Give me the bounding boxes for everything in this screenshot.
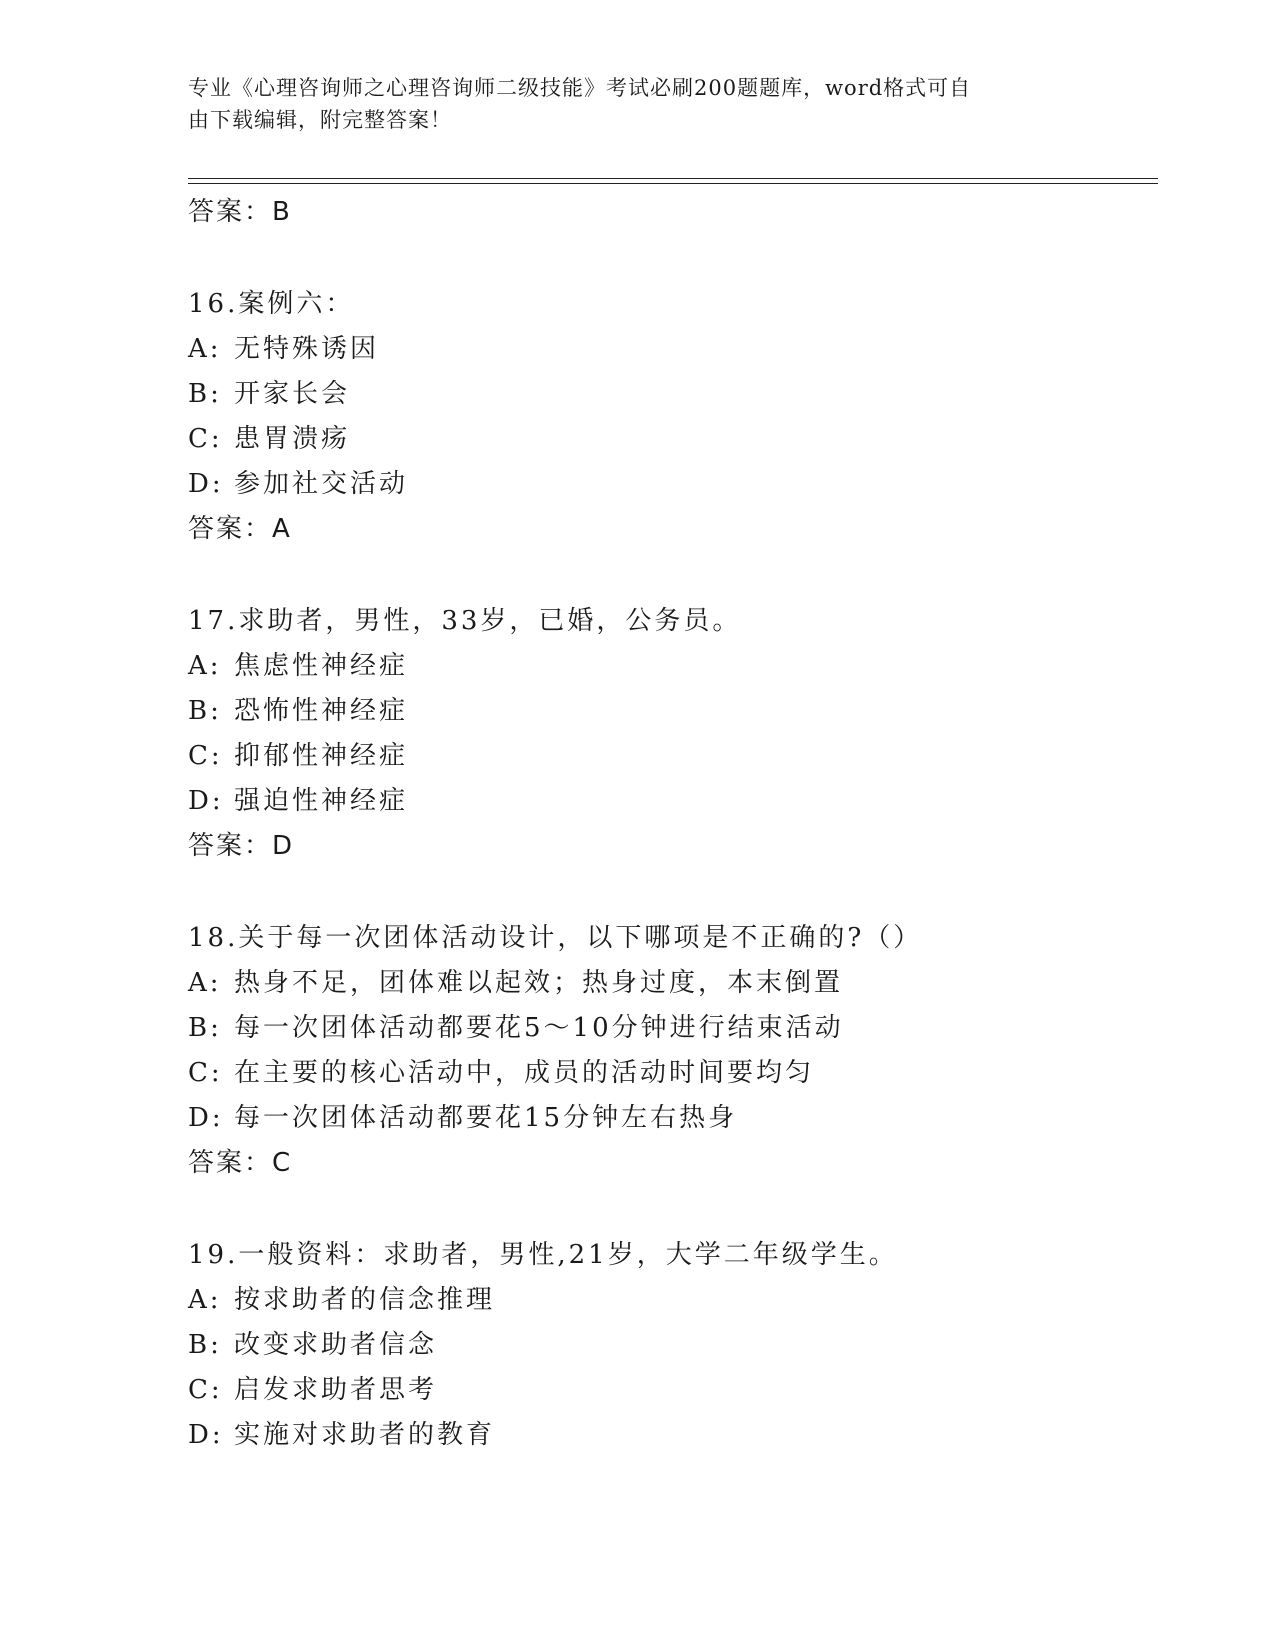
option-letter: A: <box>188 334 222 364</box>
option-letter: B: <box>188 379 222 409</box>
option-text: 在主要的核心活动中，成员的活动时间要均匀 <box>234 1058 815 1088</box>
question-stem: 17.求助者，男性，33岁，已婚，公务员。 <box>188 606 742 636</box>
option-text: 恐怖性神经症 <box>234 696 409 726</box>
option-letter: C: <box>188 741 223 771</box>
option-b <box>188 372 1188 417</box>
option-text: 实施对求助者的教育 <box>234 1420 496 1450</box>
spacer <box>188 235 1188 282</box>
option-c <box>188 417 1188 462</box>
option-letter: B: <box>188 696 222 726</box>
answer-line: 答案：A <box>188 514 292 544</box>
header-divider-top <box>188 178 1158 179</box>
option-letter: B: <box>188 1330 222 1360</box>
option-text: 每一次团体活动都要花5～10分钟进行结束活动 <box>234 1013 844 1043</box>
option-c <box>188 734 1188 779</box>
answer-line: 答案：C <box>188 1148 293 1178</box>
option-text: 改变求助者信念 <box>234 1330 438 1360</box>
option-a <box>188 1278 1188 1323</box>
spacer <box>188 552 1188 599</box>
option-d <box>188 1096 1188 1141</box>
option-letter: B: <box>188 1013 222 1043</box>
question-block <box>188 599 1188 869</box>
option-a <box>188 327 1188 372</box>
option-b <box>188 689 1188 734</box>
header-line-2: 由下载编辑，附完整答案！ <box>188 108 452 132</box>
option-text: 启发求助者思考 <box>234 1375 438 1405</box>
option-text: 热身不足，团体难以起效；热身过度，本末倒置 <box>234 968 844 998</box>
answer-line: 答案：D <box>188 831 295 861</box>
option-text: 焦虑性神经症 <box>234 651 409 681</box>
option-letter: C: <box>188 424 223 454</box>
option-text: 按求助者的信念推理 <box>234 1285 496 1315</box>
option-c <box>188 1051 1188 1096</box>
header-divider-bottom <box>188 183 1158 184</box>
option-text: 强迫性神经症 <box>234 786 409 816</box>
option-d <box>188 1413 1188 1458</box>
question-list <box>188 190 1188 1458</box>
option-b <box>188 1006 1188 1051</box>
option-letter: C: <box>188 1058 223 1088</box>
question-block <box>188 282 1188 552</box>
option-c <box>188 1368 1188 1413</box>
option-letter: D: <box>188 469 224 499</box>
spacer <box>188 1186 1188 1233</box>
question-stem: 18.关于每一次团体活动设计，以下哪项是不正确的?（） <box>188 923 923 953</box>
option-letter: D: <box>188 1103 224 1133</box>
option-text: 参加社交活动 <box>234 469 409 499</box>
option-b <box>188 1323 1188 1368</box>
question-block <box>188 916 1188 1186</box>
document-header <box>188 72 1088 136</box>
question-stem: 16.案例六： <box>188 289 355 319</box>
spacer <box>188 869 1188 916</box>
option-letter: A: <box>188 651 222 681</box>
answer-line: 答案：B <box>188 197 292 227</box>
question-block <box>188 1233 1188 1458</box>
option-text: 患胃溃疡 <box>234 424 351 454</box>
option-text: 每一次团体活动都要花15分钟左右热身 <box>234 1103 738 1133</box>
option-a <box>188 961 1188 1006</box>
option-d <box>188 462 1188 507</box>
option-d <box>188 779 1188 824</box>
option-a <box>188 644 1188 689</box>
option-letter: D: <box>188 1420 224 1450</box>
header-line-1: 专业《心理咨询师之心理咨询师二级技能》考试必刷200题题库，word格式可自 <box>188 76 972 100</box>
option-text: 开家长会 <box>234 379 351 409</box>
option-letter: C: <box>188 1375 223 1405</box>
option-letter: D: <box>188 786 224 816</box>
option-text: 抑郁性神经症 <box>234 741 409 771</box>
option-text: 无特殊诱因 <box>234 334 380 364</box>
option-letter: A: <box>188 1285 222 1315</box>
option-letter: A: <box>188 968 222 998</box>
question-stem: 19.一般资料：求助者，男性,21岁，大学二年级学生。 <box>188 1240 898 1270</box>
